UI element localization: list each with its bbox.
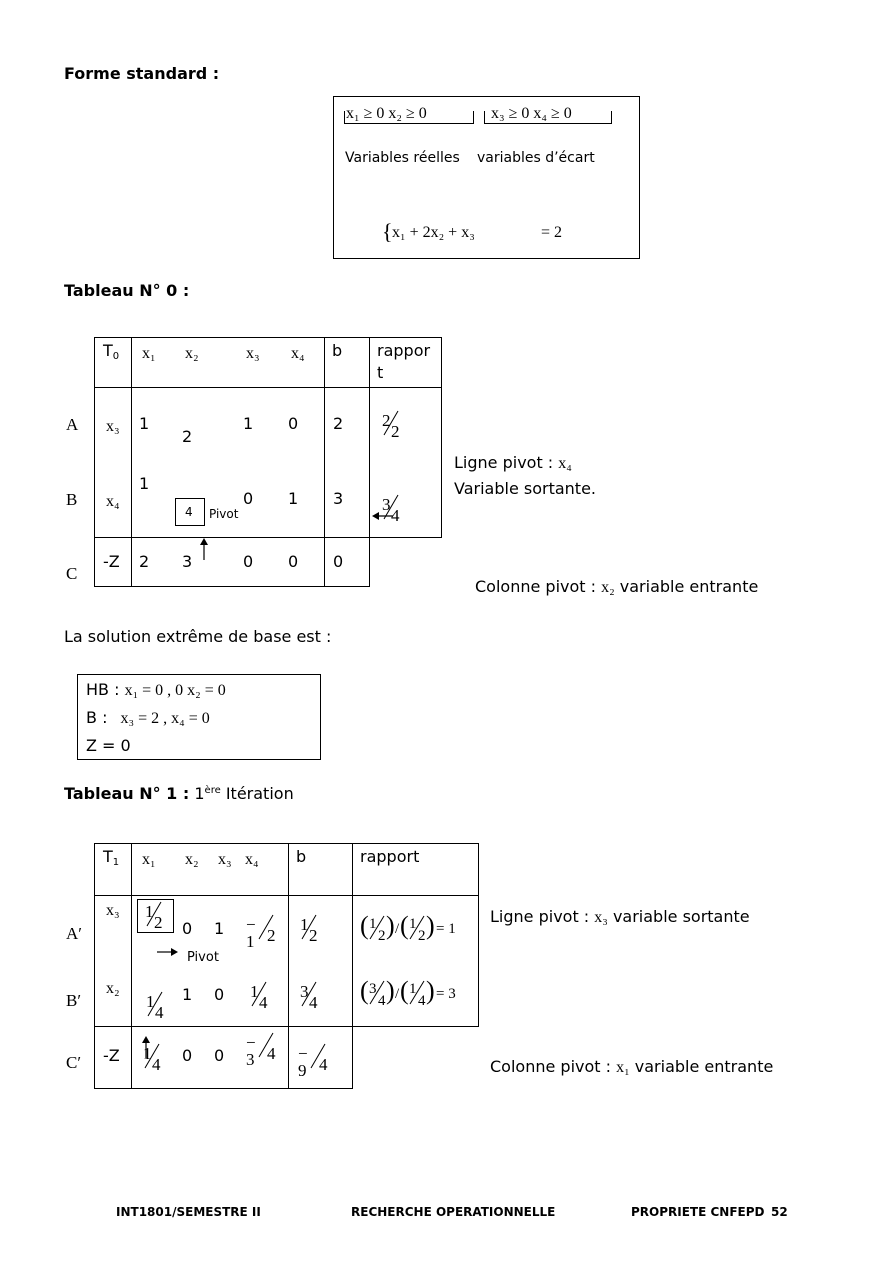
tableau1-basis-z: -Z [103, 1046, 120, 1065]
tableau0-header-x3: x₃ [246, 345, 260, 362]
solution-hb: HB : x₁ = 0 , 0 x₂ = 0 [86, 680, 226, 699]
pivot-line-annotation: Ligne pivot : x₃ variable sortante [490, 907, 750, 926]
tableau1-cell: 0 [214, 985, 225, 1004]
right-arrow-icon [157, 946, 179, 958]
svg-text:4: 4 [378, 993, 386, 1008]
svg-text:): ) [426, 976, 435, 1005]
tableau0-cell: 1 [288, 489, 299, 508]
brace-icon: { [382, 219, 393, 244]
svg-text:(: ( [360, 976, 369, 1005]
tableau1-corner: $T_1$ [103, 847, 120, 868]
svg-text:1: 1 [409, 981, 417, 997]
row-label-a-prime: A′ [66, 924, 82, 943]
tableau1-cell: 0 [214, 1046, 225, 1065]
tableau0-cell: 0 [288, 552, 299, 571]
svg-text:2: 2 [418, 928, 426, 943]
tableau0-cell: 0 [243, 489, 254, 508]
tableau0-cell: 2 [139, 552, 150, 571]
standard-form-box [333, 96, 640, 259]
equation-lhs: x₁ + 2x₂ + x₃ [392, 224, 475, 241]
solution-box [77, 674, 321, 760]
tableau1-header-x3: x₃ [218, 851, 232, 868]
svg-text:): ) [386, 976, 395, 1005]
footer-owner: PROPRIETE CNFEPD [631, 1205, 765, 1219]
pivot-column-annotation: Colonne pivot : x₁ variable entrante [490, 1057, 774, 1076]
tableau1-header-b: b [296, 847, 307, 866]
tableau0-cell-b: 0 [333, 552, 344, 571]
tableau1-header-ratio: rapport [360, 847, 420, 866]
tableau0-basis-z: -Z [103, 552, 120, 571]
left-arrow-icon [372, 509, 394, 523]
up-arrow-icon [141, 1036, 151, 1058]
footer-course-code: INT1801/SEMESTRE II [116, 1205, 261, 1219]
bracket-slack [484, 111, 612, 124]
tableau1-cell: 0 [182, 1046, 193, 1065]
tableau0-header-x1: x₁ [142, 345, 156, 362]
tableau0-cell: 1 [139, 474, 150, 493]
pivot-column-annotation: Colonne pivot : x₂ variable entrante [475, 577, 759, 596]
label-slack-variables: variables d’écart [477, 150, 595, 166]
row-label-c-prime: C′ [66, 1053, 82, 1072]
solution-title: La solution extrême de base est : [64, 627, 332, 646]
tableau0-cell: 1 [243, 414, 254, 433]
tableau0-cell: 1 [139, 414, 150, 433]
tableau0-cell: 0 [288, 414, 299, 433]
section-title-standard-form: Forme standard : [64, 64, 220, 83]
tableau1-cell: 1 [214, 919, 225, 938]
label-real-variables: Variables réelles [345, 150, 460, 166]
tableau0-corner: $T_0$ [103, 341, 120, 362]
bracket-real [344, 111, 474, 124]
row-label-b-prime: B′ [66, 991, 82, 1010]
pivot-label: Pivot [209, 507, 239, 521]
tableau1-basis-x3: x₃ [106, 902, 120, 919]
svg-text:1: 1 [369, 916, 377, 932]
tableau0-header-b: b [332, 341, 343, 360]
tableau0-basis-x3: x₃ [106, 418, 120, 435]
leaving-variable-annotation: Variable sortante. [454, 479, 596, 498]
svg-text:): ) [426, 911, 435, 940]
tableau0-cell-b: 3 [333, 489, 344, 508]
svg-text:= 3: = 3 [436, 986, 456, 1002]
row-label-c: C [66, 564, 78, 583]
solution-z: Z = 0 [86, 736, 131, 755]
tableau0-cell: 3 [182, 552, 193, 571]
tableau1-header-x4: x₄ [245, 851, 259, 868]
svg-text:/: / [395, 986, 400, 1002]
constraints-slack: x₃ ≥ 0 x₄ ≥ 0 [491, 105, 572, 122]
tableau1-header-x2: x₂ [185, 851, 199, 868]
svg-text:): ) [386, 911, 395, 940]
constraints-real: x₁ ≥ 0 x₂ ≥ 0 [346, 105, 427, 122]
solution-basis: B : x₃ = 2 , x₄ = 0 [86, 708, 210, 727]
tableau0-header-ratio: rappor t [377, 341, 431, 382]
tableau0-header-x2: x₂ [185, 345, 199, 362]
svg-text:2: 2 [378, 928, 386, 943]
pivot-element: 4 [185, 505, 193, 519]
tableau1-header-x1: x₁ [142, 851, 156, 868]
pivot-label: Pivot [187, 950, 219, 965]
tableau0-cell: 0 [243, 552, 254, 571]
tableau0-cell: 2 [182, 427, 193, 446]
up-arrow-icon [199, 538, 209, 560]
svg-text:1: 1 [409, 916, 417, 932]
section-title-tableau1: Tableau N° 1 : 1ère Itération [64, 784, 294, 803]
svg-text:3: 3 [369, 981, 377, 997]
tableau1-ratio-a [360, 911, 460, 943]
pivot-line-annotation: Ligne pivot : x₄ [454, 453, 572, 472]
svg-text:= 1: = 1 [436, 921, 456, 937]
tableau1-basis-x2: x₂ [106, 980, 120, 997]
tableau0-cell-b: 2 [333, 414, 344, 433]
tableau1-ratio-b [360, 976, 460, 1008]
tableau1-cell: 0 [182, 919, 193, 938]
svg-text:(: ( [360, 911, 369, 940]
svg-text:4: 4 [418, 993, 426, 1008]
svg-text:(: ( [400, 976, 409, 1005]
tableau1-cell: 1 [182, 985, 193, 1004]
svg-text:/: / [395, 921, 400, 937]
row-label-b: B [66, 490, 78, 509]
footer-course-title: RECHERCHE OPERATIONNELLE [351, 1205, 556, 1219]
tableau0-basis-x4: x₄ [106, 493, 120, 510]
row-label-a: A [66, 415, 79, 434]
tableau0-header-x4: x₄ [291, 345, 305, 362]
pivot-element-box [175, 498, 205, 526]
svg-text:(: ( [400, 911, 409, 940]
footer-page-number: 52 [771, 1205, 788, 1219]
equation-rhs: = 2 [541, 224, 563, 241]
section-title-tableau0: Tableau N° 0 : [64, 281, 190, 300]
